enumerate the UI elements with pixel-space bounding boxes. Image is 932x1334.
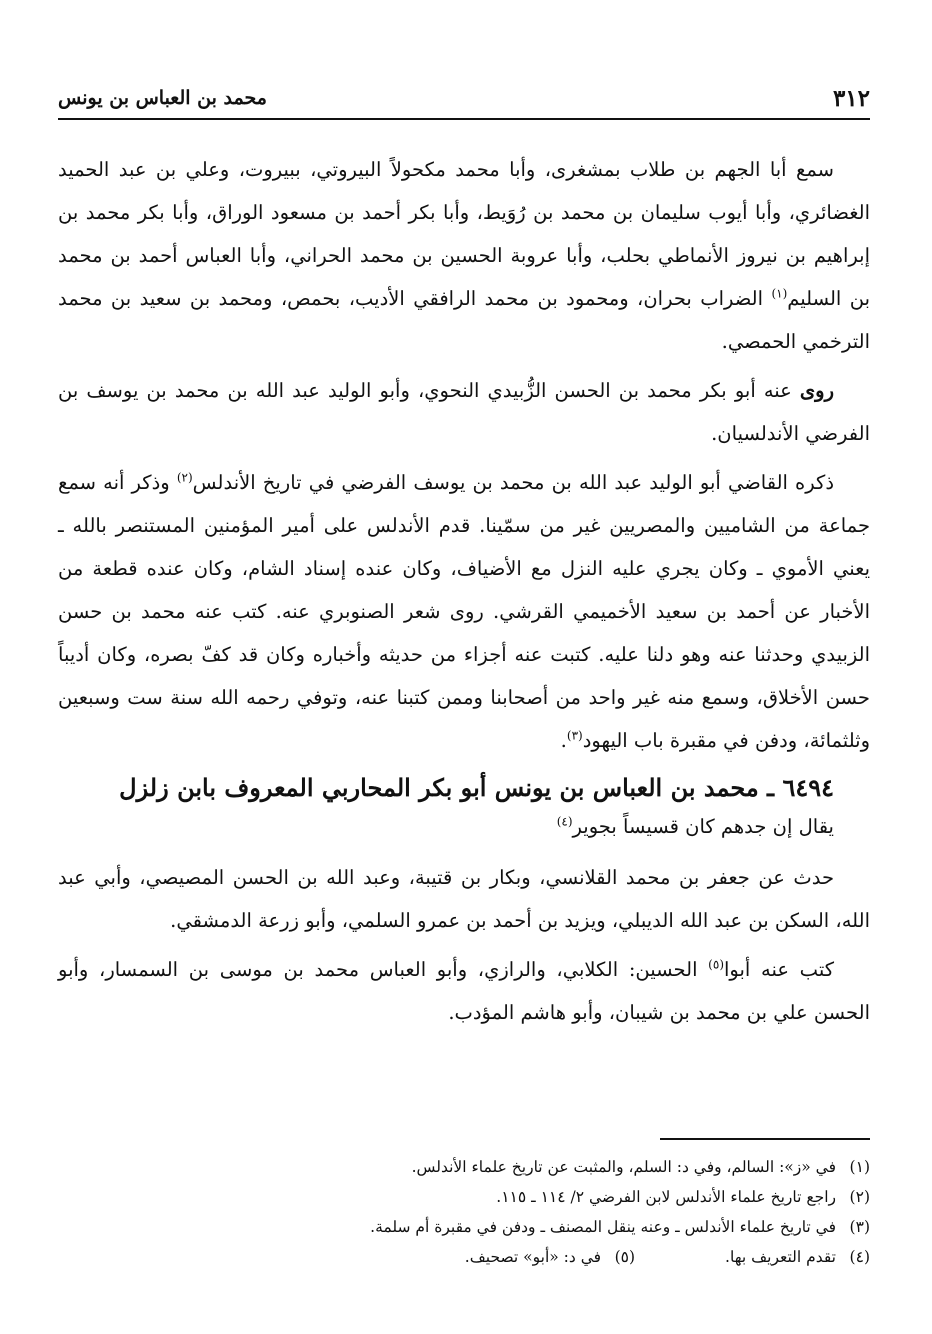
- footnote-number: (٣): [849, 1218, 870, 1236]
- paragraph-narrators: [58, 369, 870, 455]
- text-span: سمع أبا الجهم بن طلاب بمشغرى، وأبا محمد مكحولاً البيروتي، ببيروت، وعلي بن عبد الحميد الغضائري، وأبا أيوب سليمان بن محمد بن رُوَيط، وأبا بكر أحمد بن مسعود الوراق، وأبا بكر محمد بن إبراهيم بن نيروز الأنماطي بحلب، وأبا عروبة الحسين بن محمد الحراني، وأبا العباس أحمد بن محمد بن السليم: [58, 158, 870, 310]
- footnote-divider: [660, 1138, 870, 1140]
- paragraph-hadith: [58, 856, 870, 942]
- text-span: حدث عن جعفر بن محمد القلانسي، وبكار بن قتيبة، وعبد الله بن الحسن المصيصي، وأبي عبد الله، السكن بن عبد الله الديبلي، ويزيد بن أحمد بن عمرو السلمي، وأبو زرعة الدمشقي.: [58, 866, 870, 932]
- text-span: الحسين: الكلابي، والرازي، وأبو العباس محمد بن موسى بن السمسار، وأبو الحسن علي بن محمد بن شيبان، وأبو هاشم المؤدب.: [58, 958, 870, 1024]
- main-text: [58, 148, 870, 1040]
- footnote-text: في تاريخ علماء الأندلس ـ وعنه ينقل المصنف ـ ودفن في مقبرة أم سلمة.: [370, 1218, 836, 1236]
- footnote-text: في «ز»: السالم، وفي د: السلم، والمثبت عن تاريخ علماء الأندلس.: [411, 1158, 836, 1176]
- footnote-ref-4: (٤): [556, 814, 573, 829]
- entry-subtitle: [58, 808, 834, 846]
- page-header: [58, 78, 870, 120]
- text-span: يقال إن جدهم كان قسيساً بجوير: [572, 815, 834, 838]
- footnote-4: [725, 1242, 870, 1272]
- footnote-text: تقدم التعريف بها.: [725, 1248, 836, 1266]
- paragraph-teachers: [58, 148, 870, 363]
- text-span: وذكر أنه سمع جماعة من الشاميين والمصريين غير من سمّينا. قدم الأندلس على أمير المؤمنين المستنصر بالله ـ يعني الأموي ـ وكان يجري عليه النزل مع الأضياف، وكان عنده إسناد الشام، وكان عنده قطعة من الأخبار عن أحمد بن سعيد الأخميمي القرشي. روى شعر الصنوبري عنه. كتب عنه محمد بن حسن الزبيدي وحدثنا عنه وهو دلنا عليه. كتبت عنه أجزاء من حديثه وأخباره وكان قد كفّ بصره، وكان أديباً حسن الأخلاق، وسمع منه غير واحد من أصحابنا وممن كتبنا عنه، وتوفي رحمه الله سنة ست وسبعين وثلثمائة، ودفن في مقبرة باب اليهود: [58, 471, 870, 752]
- footnote-5: [465, 1242, 635, 1272]
- footnote-3: [58, 1212, 870, 1242]
- running-title: محمد بن العباس بن يونس: [58, 87, 267, 109]
- text-span: ذكره القاضي أبو الوليد عبد الله بن محمد بن يوسف الفرضي في تاريخ الأندلس: [192, 471, 834, 494]
- footnotes: [58, 1152, 870, 1272]
- entry-title: ٦٤٩٤ ـ محمد بن العباس بن يونس أبو بكر المحاربي المعروف بابن زلزل: [119, 773, 834, 802]
- footnote-ref-5: (٥): [708, 957, 724, 972]
- text-span: عنه أبو بكر محمد بن الحسن الزُّبيدي النحوي، وأبو الوليد عبد الله بن محمد بن يوسف بن الفرضي الأندلسيان.: [58, 379, 870, 445]
- footnote-1: [58, 1152, 870, 1182]
- footnote-row-4-5: [58, 1242, 870, 1272]
- page-number: ٣١٢: [832, 84, 870, 112]
- footnote-2: [58, 1182, 870, 1212]
- paragraph-biography: [58, 461, 870, 762]
- footnote-number: (٢): [849, 1188, 870, 1206]
- footnote-text: في د: «أبو» تصحيف.: [464, 1248, 602, 1266]
- footnote-number: (١): [849, 1158, 870, 1176]
- footnote-ref-3: (٣): [566, 728, 583, 743]
- footnote-number: (٤): [849, 1248, 870, 1266]
- footnote-text: راجع تاريخ علماء الأندلس لابن الفرضي ٢/ ١١٤ ـ ١١٥.: [496, 1188, 836, 1206]
- paragraph-writers: [58, 948, 870, 1034]
- text-span: كتب عنه أبوا: [724, 958, 834, 981]
- text-span: الضراب بحران، ومحمود بن محمد الرافقي الأديب، بحمص، ومحمد بن سعيد بن محمد الترخمي الحمصي.: [58, 287, 870, 353]
- footnote-number: (٥): [614, 1248, 636, 1266]
- footnote-ref-1: (١): [771, 286, 788, 301]
- lead-word: روى: [799, 379, 834, 402]
- footnote-ref-2: (٢): [176, 470, 193, 485]
- text-span: .: [560, 729, 567, 752]
